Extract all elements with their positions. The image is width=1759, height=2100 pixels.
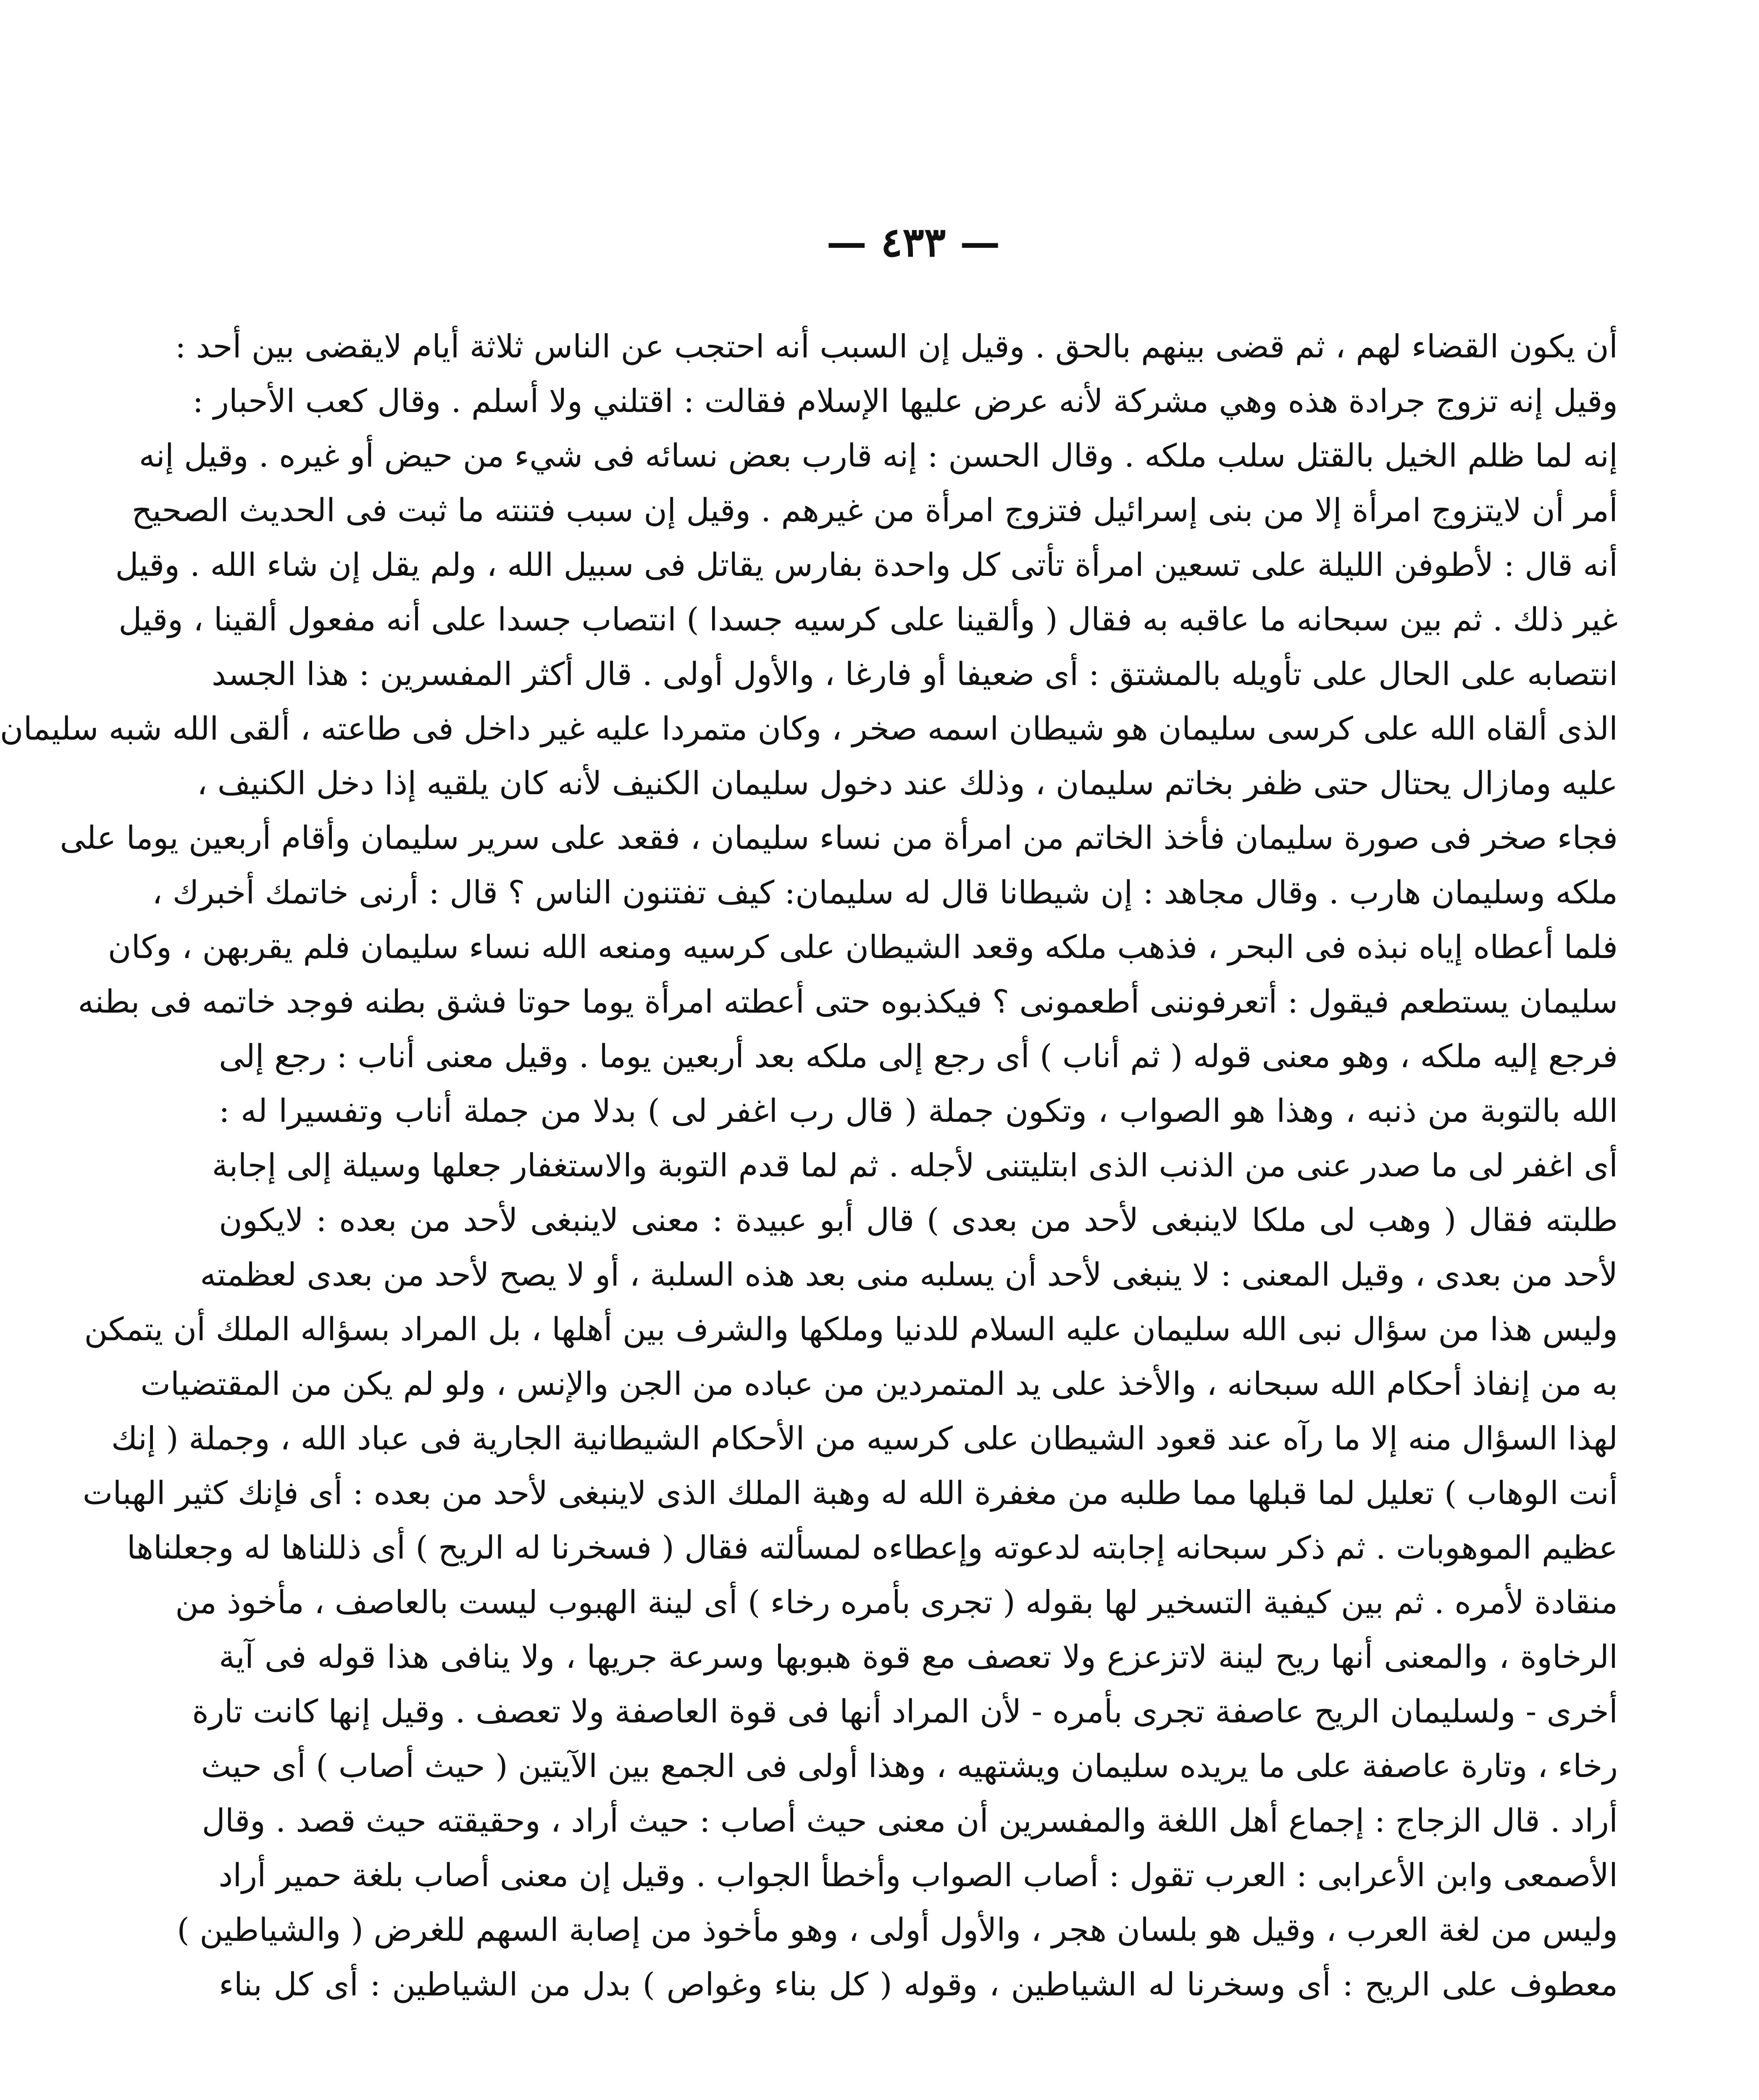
text-line: لهذا السؤال منه إلا ما رآه عند قعود الشيطان على كرسيه من الأحكام الشيطانية الجارية فى عباد الله ، وجملة ( إنك xyxy=(111,1420,1618,1457)
text-line: فرجع إليه ملكه ، وهو معنى قوله ( ثم أناب ) أى رجع إلى ملكه بعد أربعين يوما . وقيل معنى أناب : رجع إلى xyxy=(219,1037,1618,1075)
text-line: انتصابه على الحال على تأويله بالمشتق : أى ضعيفا أو فارغا ، والأول أولى . قال أكثر المفسرين : هذا الجسد xyxy=(211,655,1618,693)
text-line: أنت الوهاب ) تعليل لما قبلها مما طلبه من مغفرة الله له وهبة الملك الذى لاينبغى لأحد من بعده : أى فإنك كثير الهبات xyxy=(82,1474,1618,1512)
text-line: منقادة لأمره . ثم بين كيفية التسخير لها بقوله ( تجرى بأمره رخاء ) أى لينة الهبوب ليست بالعاصف ، مأخوذ من xyxy=(175,1583,1618,1621)
text-line: فجاء صخر فى صورة سليمان فأخذ الخاتم من امرأة من نساء سليمان ، فقعد على سرير سليمان وأقام أربعين يوما على xyxy=(60,819,1618,856)
text-line: أخرى - ولسليمان الريح عاصفة تجرى بأمره - لأن المراد أنها فى قوة العاصفة ولا تعصف . وقيل إنها كانت تارة xyxy=(192,1693,1618,1730)
text-line: عليه ومازال يحتال حتى ظفر بخاتم سليمان ، وذلك عند دخول سليمان الكنيف لأنه كان يلقيه إذا دخل الكنيف ، xyxy=(197,764,1618,802)
text-line: به من إنفاذ أحكام الله سبحانه ، والأخذ على يد المتمردين من عباده من الجن والإنس ، ولو لم يكن من المقتضيات xyxy=(140,1365,1618,1402)
text-line: طلبته فقال ( وهب لى ملكا لاينبغى لأحد من بعدى ) قال أبو عبيدة : معنى لاينبغى لأحد من بعده : لايكون xyxy=(219,1201,1618,1239)
text-line: إنه لما ظلم الخيل بالقتل سلب ملكه . وقال الحسن : إنه قارب بعض نسائه فى شيء من حيض أو غيره . وقيل إنه xyxy=(139,437,1618,474)
text-line: ملكه وسليمان هارب . وقال مجاهد : إن شيطانا قال له سليمان: كيف تفتنون الناس ؟ قال : أرنى خاتمك أخبرك ، xyxy=(152,874,1618,911)
text-line: عظيم الموهوبات . ثم ذكر سبحانه إجابته لدعوته وإعطاءه لمسألته فقال ( فسخرنا له الريح ) أى ذللناها له وجعلناها xyxy=(126,1529,1618,1566)
text-line: معطوف على الريح : أى وسخرنا له الشياطين ، وقوله ( كل بناء وغواص ) بدل من الشياطين : أى كل بناء xyxy=(219,1966,1618,2003)
text-line: وقيل إنه تزوج جرادة هذه وهي مشركة لأنه عرض عليها الإسلام فقالت : اقتلني ولا أسلم . وقال كعب الأحبار : xyxy=(192,382,1618,420)
text-line: أى اغفر لى ما صدر عنى من الذنب الذى ابتليتنى لأجله . ثم لما قدم التوبة والاستغفار جعلها وسيلة إلى إجابة xyxy=(212,1147,1618,1184)
text-line: أن يكون القضاء لهم ، ثم قضى بينهم بالحق . وقيل إن السبب أنه احتجب عن الناس ثلاثة أيام لايقضى بين أحد : xyxy=(175,328,1618,365)
text-line: وليس هذا من سؤال نبى الله سليمان عليه السلام للدنيا وملكها والشرف بين أهلها ، بل المراد بسؤاله الملك أن يتمكن xyxy=(84,1310,1618,1348)
text-line: أنه قال : لأطوفن الليلة على تسعين امرأة تأتى كل واحدة بفارس يقاتل فى سبيل الله ، ولم يقل إن شاء الله . وقيل xyxy=(115,546,1618,583)
text-line: الله بالتوبة من ذنبه ، وهذا هو الصواب ، وتكون جملة ( قال رب اغفر لى ) بدلا من جملة أناب وتفسيرا له : xyxy=(219,1092,1618,1129)
text-line: الأصمعى وابن الأعرابى : العرب تقول : أصاب الصواب وأخطأ الجواب . وقيل إن معنى أصاب بلغة حمير أراد xyxy=(218,1856,1618,1894)
text-line: أمر أن لايتزوج امرأة إلا من بنى إسرائيل فتزوج امرأة من غيرهم . وقيل إن سبب فتنته ما ثبت فى الحديث الصحيح xyxy=(131,491,1618,529)
text-line: فلما أعطاه إياه نبذه فى البحر ، فذهب ملكه وقعد الشيطان على كرسيه ومنعه الله نساء سليمان فلم يقربهن ، وكان xyxy=(108,928,1618,966)
text-line: وليس من لغة العرب ، وقيل هو بلسان هجر ، والأول أولى ، وهو مأخوذ من إصابة السهم للغرض ( والشياطين ) xyxy=(177,1911,1618,1948)
text-line: الذى ألقاه الله على كرسى سليمان هو شيطان اسمه صخر ، وكان متمردا عليه غير داخل فى طاعته ، ألقى الله شبه سليمان xyxy=(0,710,1618,747)
text-line: لأحد من بعدى ، وقيل المعنى : لا ينبغى لأحد أن يسلبه منى بعد هذه السلبة ، أو لا يصح لأحد من بعدى لعظمته xyxy=(200,1256,1618,1293)
body-text xyxy=(0,319,1618,2100)
text-line: رخاء ، وتارة عاصفة على ما يريده سليمان ويشتهيه ، وهذا أولى فى الجمع بين الآيتين ( حيث أصاب ) أى حيث xyxy=(201,1747,1618,1785)
text-line: غير ذلك . ثم بين سبحانه ما عاقبه به فقال ( وألقينا على كرسيه جسدا ) انتصاب جسدا على أنه مفعول ألقينا ، وقيل xyxy=(118,601,1618,638)
text-line: الرخاوة ، والمعنى أنها ريح لينة لاتزعزع ولا تعصف مع قوة هبوبها وسرعة جريها ، ولا ينافى هذا قوله فى آية xyxy=(219,1638,1618,1675)
text-line: سليمان يستطعم فيقول : أتعرفوننى أطعمونى ؟ فيكذبوه حتى أعطته امرأة يوما حوتا فشق بطنه فوجد خاتمه فى بطنه xyxy=(78,983,1618,1020)
text-line: أراد . قال الزجاج : إجماع أهل اللغة والمفسرين أن معنى حيث أصاب : حيث أراد ، وحقيقته حيث قصد . وقال xyxy=(202,1802,1618,1839)
page-number: — ٤٣٣ — xyxy=(826,218,1000,266)
